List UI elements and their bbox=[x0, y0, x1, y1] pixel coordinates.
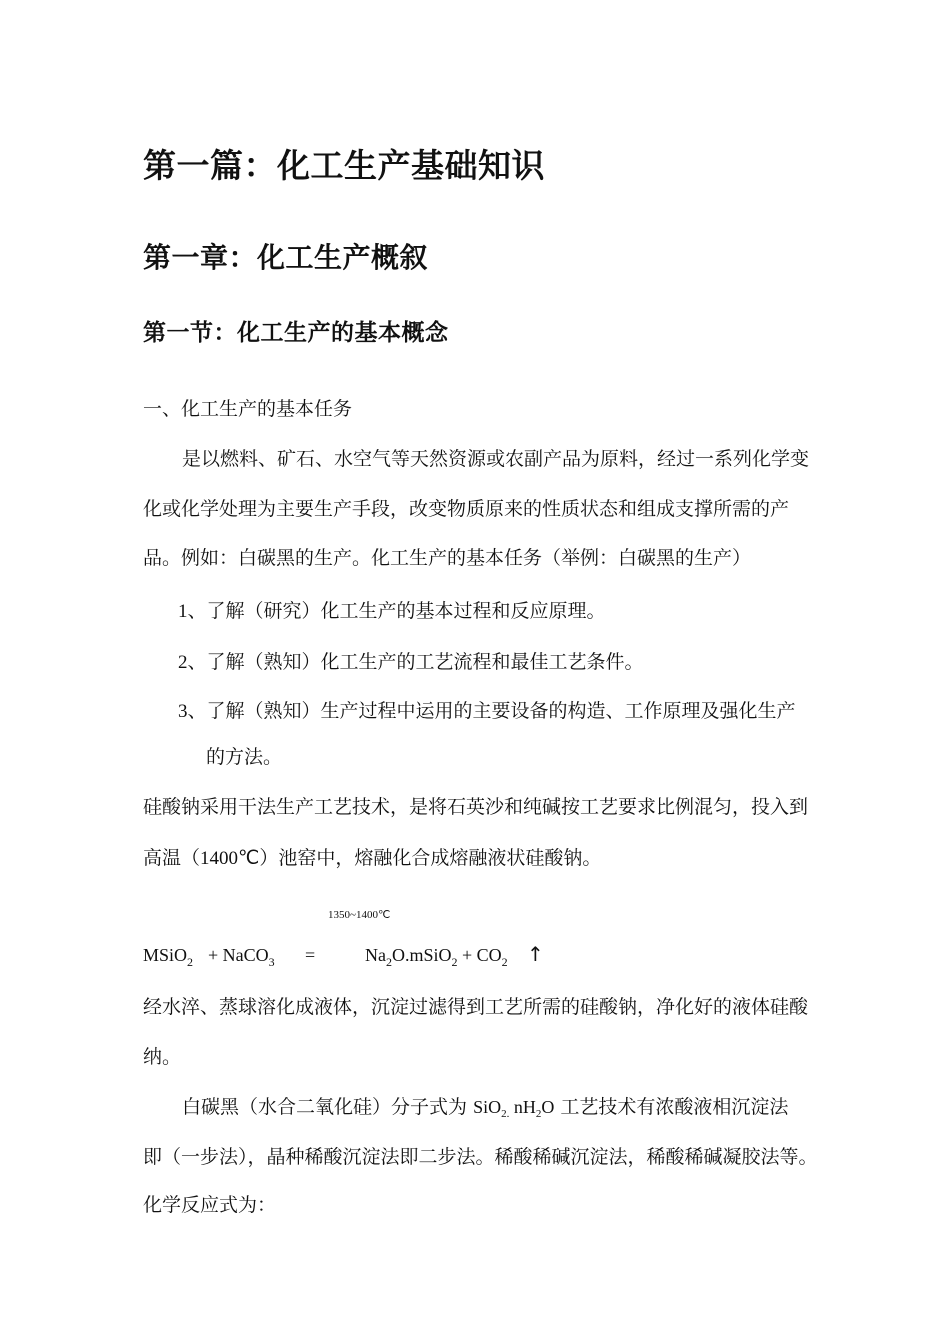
paragraph-line: 是以燃料、矿石、水空气等天然资源或农副产品为原料，经过一系列化学变 bbox=[182, 448, 810, 470]
list-number: 3、 bbox=[178, 701, 207, 722]
reaction-equals: = bbox=[305, 945, 316, 965]
reaction-products: $Na_2O.mSiO_2 + CO_2$ bbox=[365, 945, 508, 969]
reaction-condition: 1350~1400℃ bbox=[328, 909, 391, 921]
paragraph-line: 高温（1400℃）池窑中，熔融化合成熔融液状硅酸钠。 bbox=[143, 847, 602, 869]
reaction-reactant-2: + NaCO$_3$ bbox=[208, 945, 275, 969]
paragraph-line: 化或化学处理为主要生产手段，改变物质原来的性质状态和组成支撑所需的产 bbox=[143, 498, 790, 520]
paragraph-line: 品。例如：白碳黑的生产。化工生产的基本任务（举例：白碳黑的生产） bbox=[143, 547, 752, 569]
paragraph-line: 经水淬、蒸球溶化成液体，沉淀过滤得到工艺所需的硅酸钠，净化好的液体硅酸 bbox=[143, 996, 809, 1018]
list-item bbox=[178, 596, 606, 623]
molecular-formula: SiO$_{2.}$ $nH_2O$ bbox=[473, 1097, 555, 1120]
list-text: 了解（熟知）生产过程中运用的主要设备的构造、工作原理及强化生产 bbox=[206, 700, 796, 722]
list-number: 1、 bbox=[178, 601, 207, 622]
list-item bbox=[178, 696, 796, 723]
paragraph-line: 纳。 bbox=[143, 1046, 182, 1068]
subsection-heading: 一、化工生产的基本任务 bbox=[143, 398, 353, 420]
gas-arrow-icon: ↑ bbox=[527, 942, 544, 966]
reaction-reactant-1: MSiO$_2$ bbox=[143, 945, 194, 969]
paragraph-line: 硅酸钠采用干法生产工艺技术，是将石英沙和纯碱按工艺要求比例混匀，投入到 bbox=[143, 796, 809, 818]
list-item-continuation: 的方法。 bbox=[206, 746, 283, 768]
paragraph-line: 白碳黑（水合二氧化硅）分子式为 SiO$_{2.}$ $nH_2O$ 工艺技术有浓酸液相沉淀法 bbox=[182, 1096, 789, 1120]
list-number: 2、 bbox=[178, 652, 207, 673]
temperature-value: 1400℃ bbox=[200, 848, 260, 869]
part-heading: 第一篇：化工生产基础知识 bbox=[143, 146, 545, 185]
paragraph-line: 化学反应式为： bbox=[143, 1194, 277, 1216]
list-text: 了解（研究）化工生产的基本过程和反应原理。 bbox=[206, 600, 606, 622]
section-heading: 第一节：化工生产的基本概念 bbox=[143, 320, 449, 346]
list-item bbox=[178, 647, 644, 674]
paragraph-line: 即（一步法），晶种稀酸沉淀法即二步法。稀酸稀碱沉淀法，稀酸稀碱凝胶法等。 bbox=[143, 1146, 818, 1168]
list-text: 了解（熟知）化工生产的工艺流程和最佳工艺条件。 bbox=[206, 651, 644, 673]
chapter-heading: 第一章：化工生产概叙 bbox=[143, 241, 429, 274]
